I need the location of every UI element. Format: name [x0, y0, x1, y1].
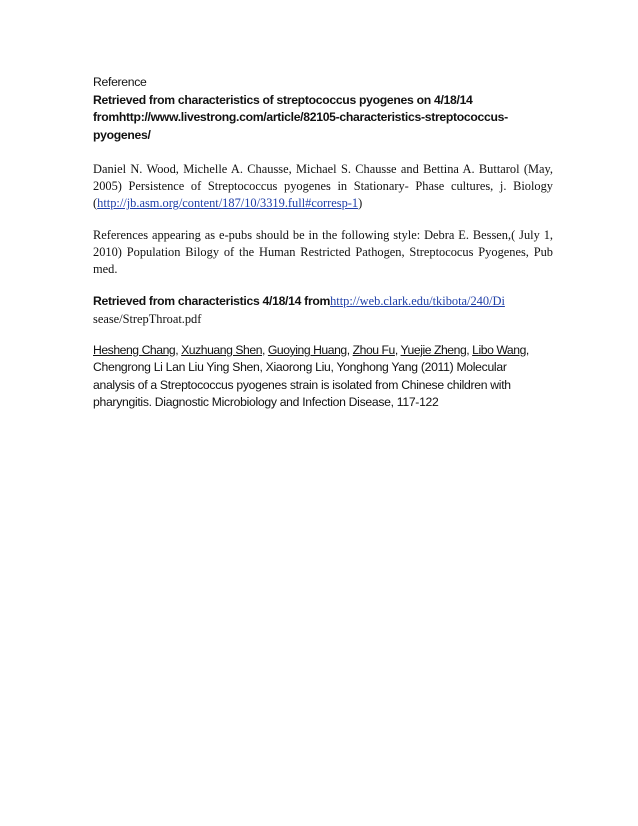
reference-bessen: References appearing as e-pubs should be in the following style: Debra E. Bessen,( July 1, 2010) Population Bilogy of the Human Restricted Pathogen, Streptococus Pyogenes, Pub med.	[93, 227, 553, 277]
author-link-zheng[interactable]: Yuejie Zheng	[400, 342, 467, 357]
clark-edu-link[interactable]: http://web.clark.edu/tkibota/240/Di	[330, 294, 505, 309]
reference-close-paren: )	[358, 196, 363, 211]
reference-clark-rest: sease/StrepThroat.pdf	[93, 311, 202, 326]
reference-wood-chausse-text: Daniel N. Wood, Michelle A. Chausse, Michael S. Chausse and Bettina A. Buttarol (May, 2005) Persistence of Streptococcus pyogenes in Stationary- Phase cultures, j. Biology (	[93, 162, 553, 211]
author-link-chang[interactable]: Hesheng Chang	[93, 342, 176, 357]
reference-livestrong-line1: Retrieved from characteristics of streptococcus pyogenes on 4/18/14	[93, 92, 473, 107]
reference-clark-prefix: Retrieved from characteristics 4/18/14 from	[93, 294, 331, 309]
reference-wood-chausse	[93, 161, 553, 213]
author-link-shen[interactable]: Xuzhuang Shen	[181, 342, 263, 357]
reference-livestrong-line3: pyogenes/	[93, 127, 151, 142]
reference-chang-authors: Hesheng Chang, Xuzhuang Shen, Guoying Huang, Zhou Fu, Yuejie Zheng, Libo Wang,	[93, 342, 529, 357]
reference-livestrong	[93, 92, 553, 145]
reference-chang-line2: Chengrong Li Lan Liu Ying Shen, Xiaorong Liu, Yonghong Yang (2011) Molecular	[93, 360, 507, 375]
author-link-fu[interactable]: Zhou Fu	[352, 342, 395, 357]
reference-livestrong-line2: fromhttp://www.livestrong.com/article/82105-characteristics-streptococcus-	[93, 110, 508, 124]
reference-heading: Reference	[93, 75, 147, 89]
author-link-wang[interactable]: Libo Wang	[472, 342, 526, 357]
reference-chang	[93, 342, 553, 412]
jb-asm-link[interactable]: http://jb.asm.org/content/187/10/3319.full#corresp-1	[97, 196, 359, 211]
reference-chang-line4: pharyngitis. Diagnostic Microbiology and Infection Disease, 117-122	[93, 395, 439, 410]
reference-clark	[93, 292, 553, 311]
author-link-huang[interactable]: Guoying Huang	[267, 342, 347, 357]
reference-chang-line3: analysis of a Streptococcus pyogenes strain is isolated from Chinese children with	[93, 377, 511, 392]
reference-list	[93, 74, 553, 412]
